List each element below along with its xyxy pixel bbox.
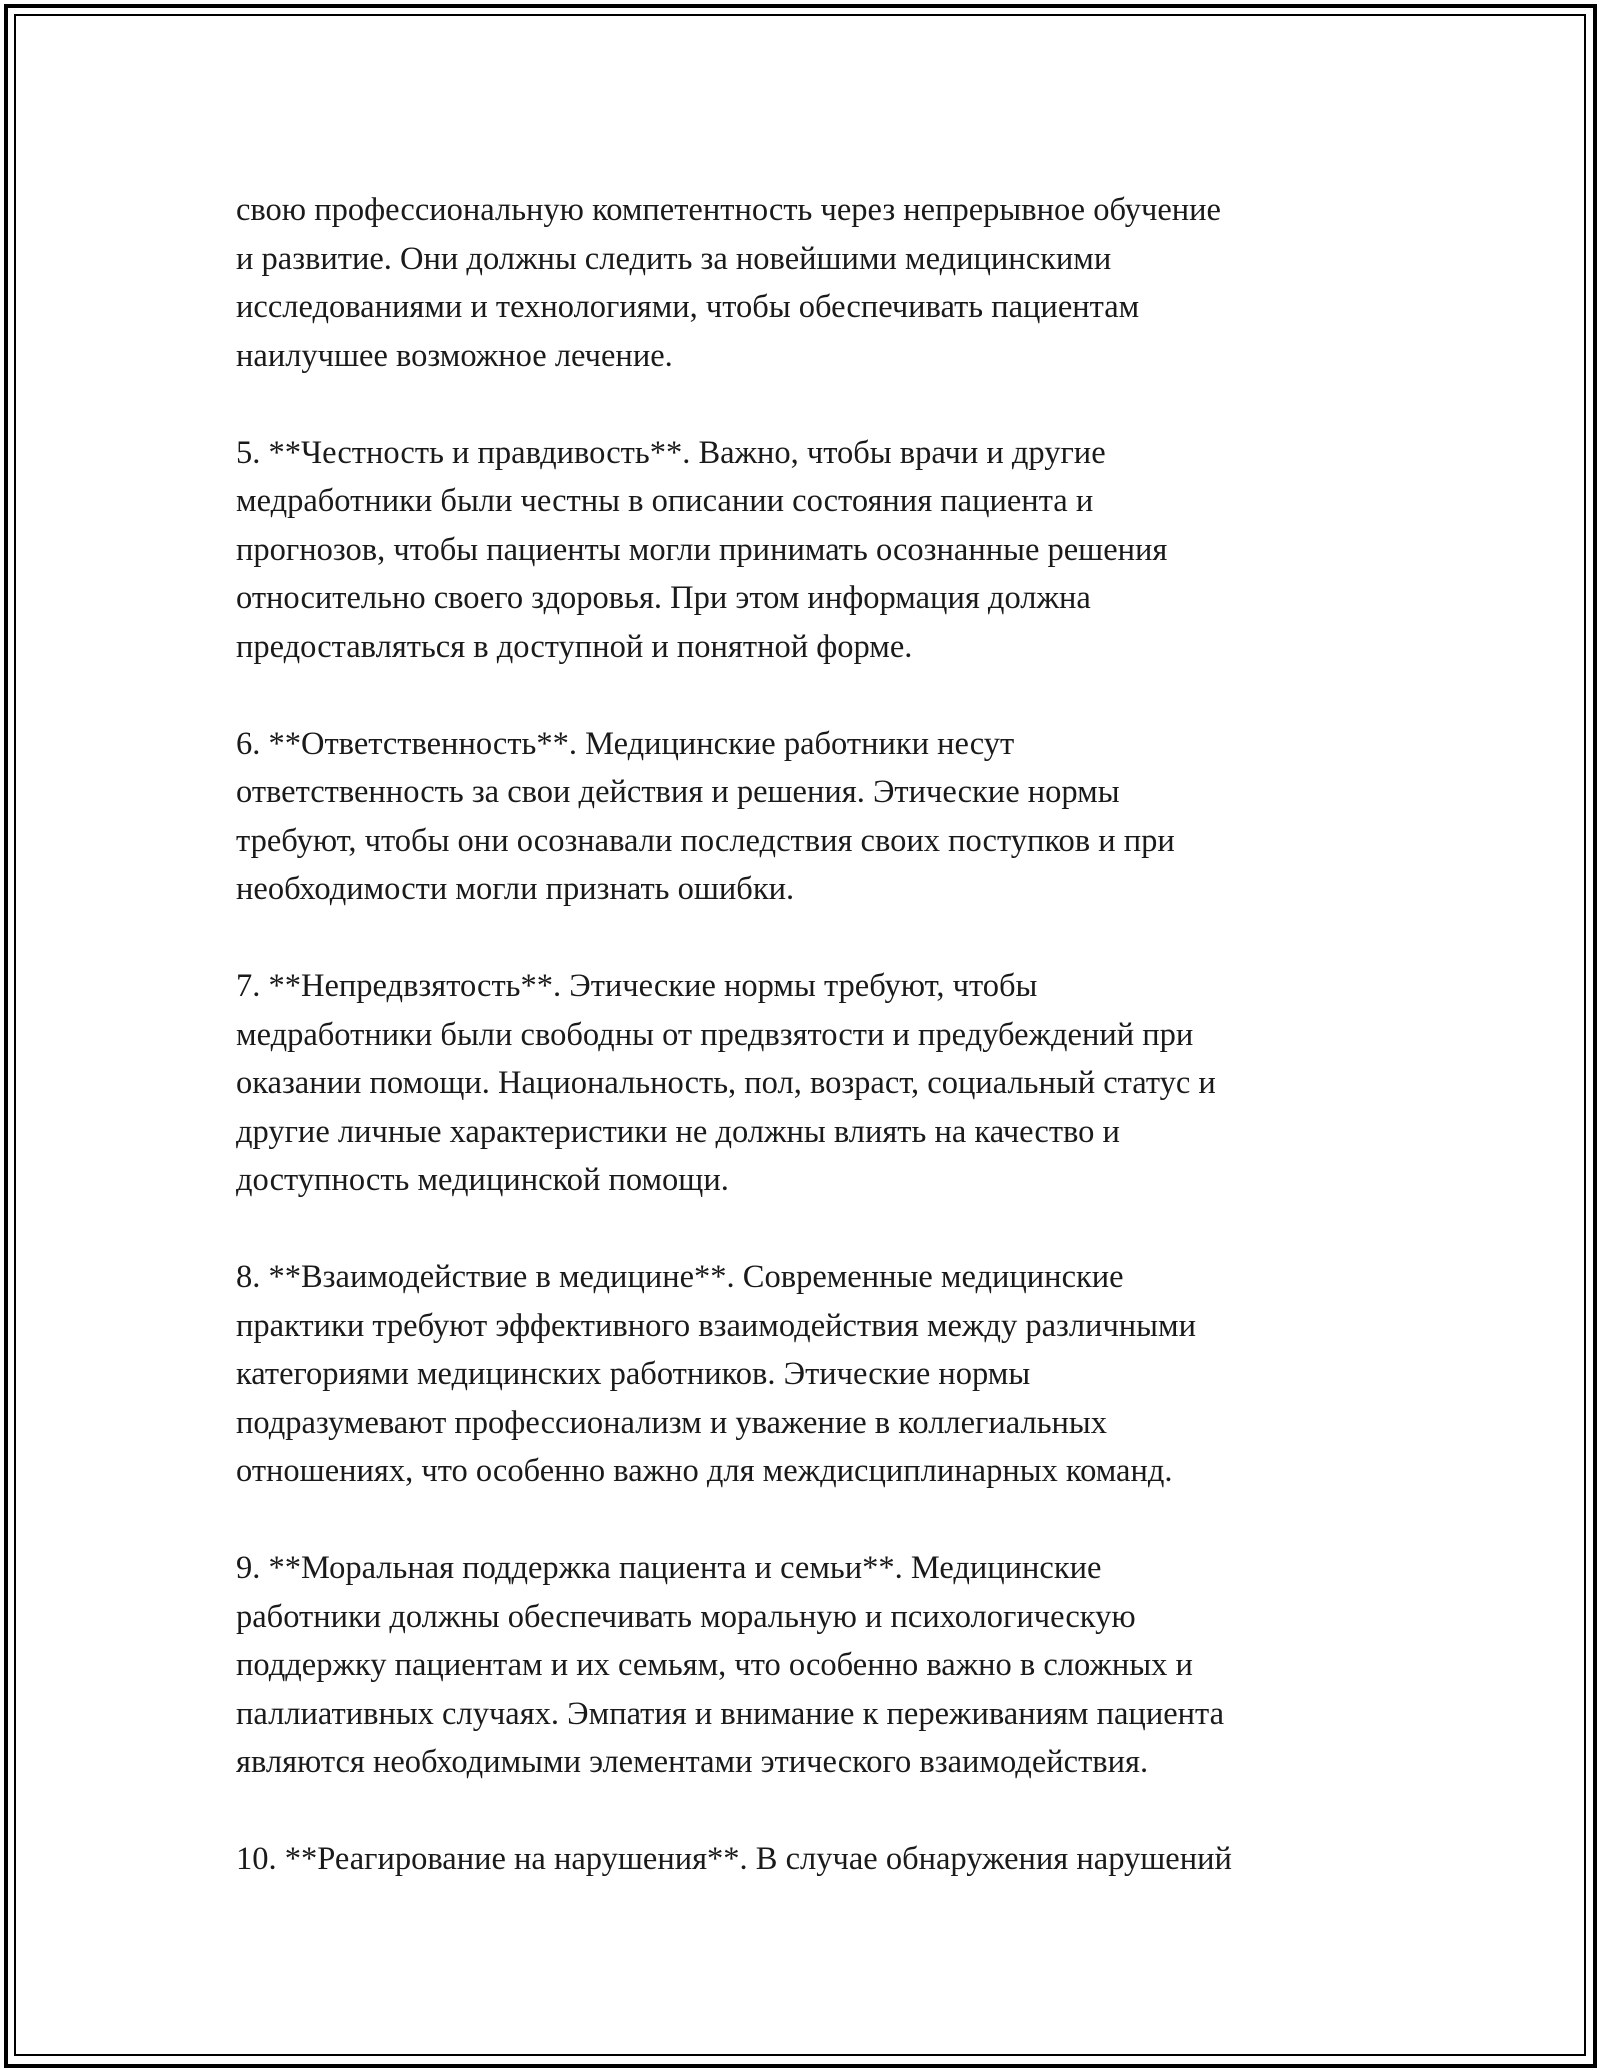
text-line: поддержку пациентам и их семьям, что особенно важно в сложных и [236,1647,1193,1683]
text-line: категориями медицинских работников. Этические нормы [236,1356,1031,1392]
text-line: свою профессиональную компетентность через непрерывное обучение [236,192,1221,228]
text-line: наилучшее возможное лечение. [236,337,673,374]
text-line: 6. **Ответственность**. Медицинские работники несут [236,725,1015,762]
text-line: доступность медицинской помощи. [236,1162,729,1198]
text-line: 5. **Честность и правдивость**. Важно, чтобы врачи и другие [236,434,1106,471]
text-line: отношениях, что особенно важно для междисциплинарных команд. [236,1453,1173,1489]
text-line: предоставляться в доступной и понятной форме. [236,628,913,665]
text-line: 8. **Взаимодействие в медицине**. Современные медицинские [236,1259,1124,1295]
paragraph-gap [236,1205,1396,1254]
text-line: практики требуют эффективного взаимодействия между различными [236,1307,1196,1344]
paragraph-gap [236,671,1396,720]
paragraph-gap [236,914,1396,963]
text-line: прогнозов, чтобы пациенты могли принимать осознанные решения [236,531,1168,568]
text-line: медработники были свободны от предвзятости и предубеждений при [236,1016,1194,1053]
text-line: работники должны обеспечивать моральную и психологическую [236,1598,1136,1635]
text-line: ответственность за свои действия и решения. Этические нормы [236,774,1120,810]
paragraph-gap [236,1496,1396,1545]
paragraph-gap [236,380,1396,429]
text-line: подразумевают профессионализм и уважение в коллегиальных [236,1404,1108,1441]
text-line: 7. **Непредвзятость**. Этические нормы требуют, чтобы [236,968,1038,1004]
text-line: являются необходимыми элементами этического взаимодействия. [236,1744,1149,1780]
text-line: оказании помощи. Национальность, пол, возраст, социальный статус и [236,1065,1216,1101]
text-line: исследованиями и технологиями, чтобы обеспечивать пациентам [236,289,1140,325]
text-line: требуют, чтобы они осознавали последствия своих поступков и при [236,822,1175,859]
text-line: медработники были честны в описании состояния пациента и [236,483,1094,519]
paragraph-gap [236,1787,1396,1836]
text-line: необходимости могли признать ошибки. [236,871,795,907]
text-line: 9. **Моральная поддержка пациента и семьи**. Медицинские [236,1550,1102,1586]
document-body [236,186,1396,1884]
text-line: другие личные характеристики не должны влиять на качество и [236,1113,1120,1150]
text-line: паллиативных случаях. Эмпатия и внимание к переживаниям пациента [236,1695,1225,1732]
text-line: 10. **Реагирование на нарушения**. В случае обнаружения нарушений [236,1841,1232,1877]
text-line: и развитие. Они должны следить за новейшими медицинскими [236,240,1112,277]
text-line: относительно своего здоровья. При этом информация должна [236,580,1091,616]
